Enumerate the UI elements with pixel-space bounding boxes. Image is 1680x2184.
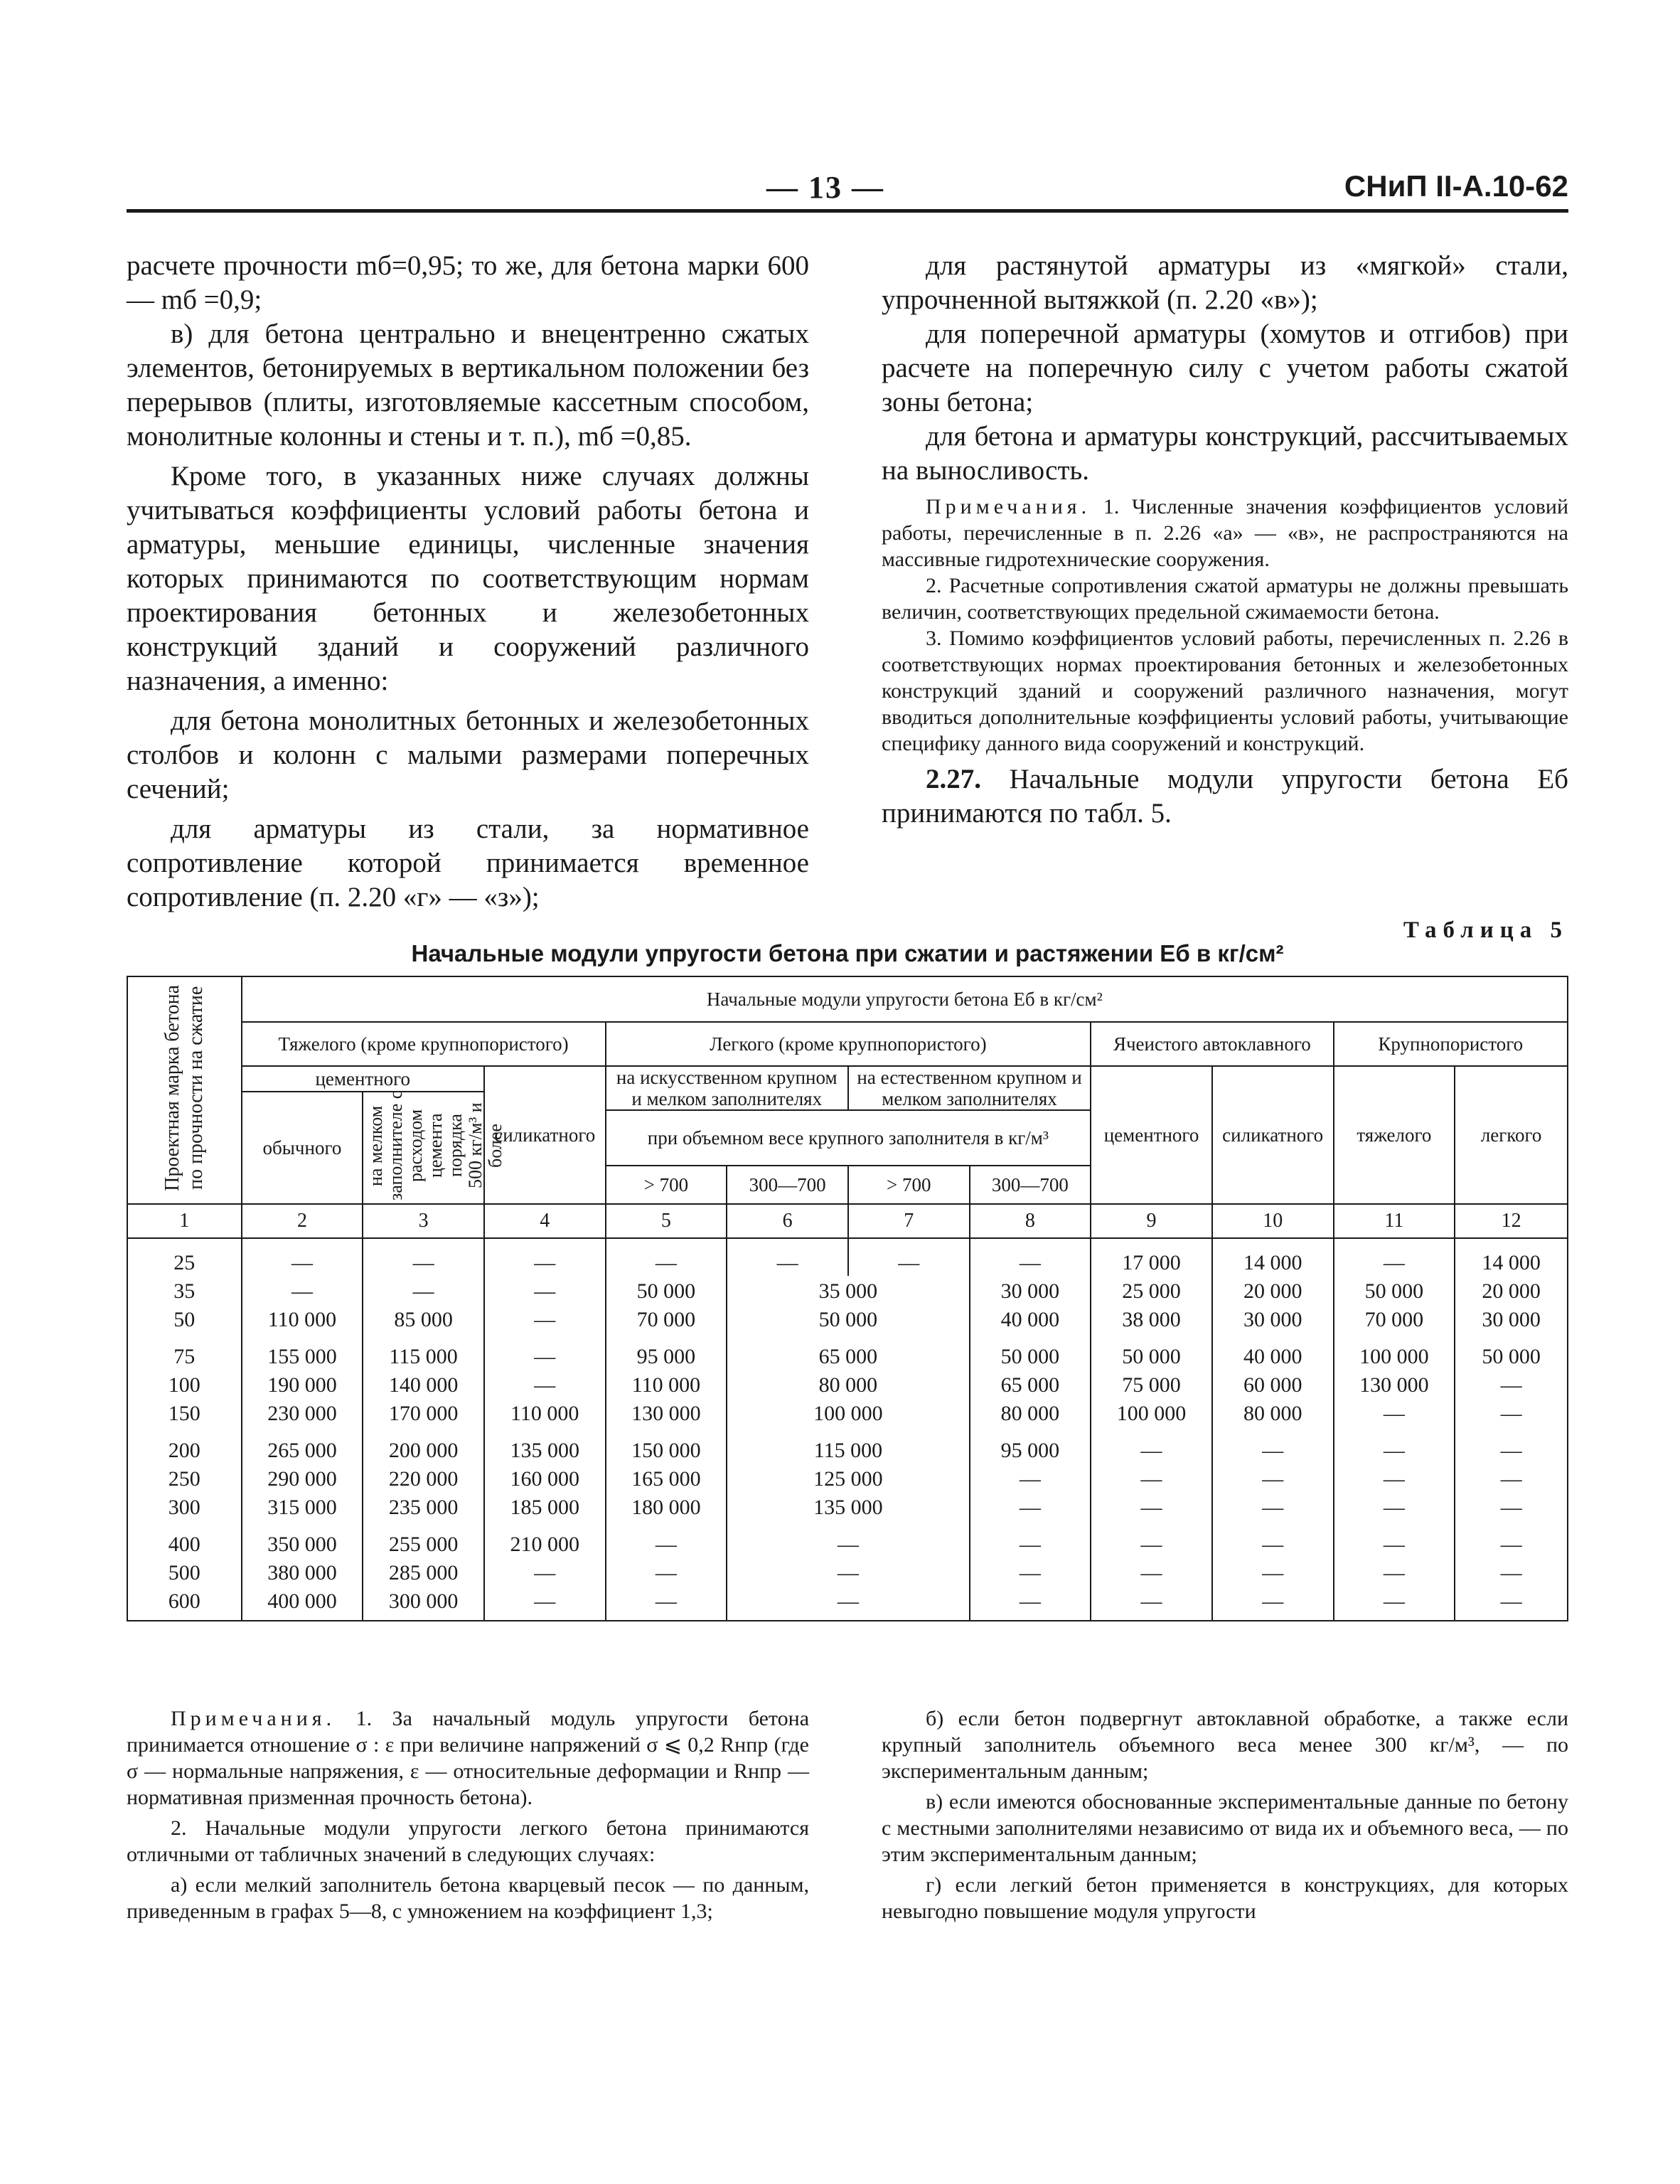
column-number: 1 (127, 1204, 242, 1238)
column-number: 9 (1091, 1204, 1212, 1238)
range-header: 300—700 (970, 1166, 1091, 1204)
table-cell: — (727, 1586, 969, 1621)
table-row (127, 1557, 1568, 1586)
table-cell: — (727, 1520, 969, 1557)
fine-aggregate-header: на мелком заполнителе с расходом цемента порядка 500 кг/м³ и более (363, 1092, 484, 1204)
table-row (127, 1276, 1568, 1304)
section-paragraph (882, 762, 1568, 831)
table-cell: 290 000 (242, 1464, 363, 1492)
paragraph: Кроме того, в указанных ниже случаях должны учитываться коэффициенты условий работы бетона и арматуры, меньшие единицы, численные значения которых принимаются по соответствующим нормам проектирования бетонных и железобетонных конструкций зданий и сооружений различного назначения, а именно: (127, 461, 809, 696)
main-header: Начальные модули упругости бетона Eб в кг/см² (242, 976, 1568, 1022)
table-cell: 130 000 (1334, 1370, 1455, 1398)
table-cell: — (242, 1238, 363, 1276)
table-cell: — (1212, 1520, 1334, 1557)
table-cell: — (242, 1276, 363, 1304)
table-row (127, 1304, 1568, 1333)
table-body (127, 1238, 1568, 1621)
table-label: Таблица 5 (1403, 917, 1568, 943)
table-cell: — (363, 1276, 484, 1304)
table-cell: 200 (127, 1427, 242, 1464)
table-row (127, 1586, 1568, 1621)
table-cell: 80 000 (970, 1398, 1091, 1427)
table-cell: — (606, 1586, 727, 1621)
table-cell: 115 000 (363, 1333, 484, 1370)
table-cell: 350 000 (242, 1520, 363, 1557)
table-cell: 135 000 (484, 1427, 606, 1464)
elastic-modulus-table (127, 976, 1568, 1621)
table-cell: 110 000 (242, 1304, 363, 1333)
table-cell: — (1091, 1492, 1212, 1520)
table-cell: 315 000 (242, 1492, 363, 1520)
table-cell: — (1334, 1586, 1455, 1621)
table-cell: 250 (127, 1464, 242, 1492)
column-number: 10 (1212, 1204, 1334, 1238)
volume-weight-header: при объемном весе крупного заполнителя в кг/м³ (606, 1110, 1091, 1166)
table-cell: — (970, 1586, 1091, 1621)
table-cell: 14 000 (1455, 1238, 1568, 1276)
table-cell: — (1455, 1557, 1568, 1586)
table-cell: 160 000 (484, 1464, 606, 1492)
table-cell: 190 000 (242, 1370, 363, 1398)
porous-light-header: легкого (1455, 1066, 1568, 1204)
paragraph: для бетона и арматуры конструкций, рассчитываемых на выносливость. (882, 421, 1568, 486)
table-cell: 25 000 (1091, 1276, 1212, 1304)
table-cell: 70 000 (606, 1304, 727, 1333)
notes-label: Примечания. (926, 495, 1091, 518)
table-cell: — (1455, 1492, 1568, 1520)
table-cell: 100 (127, 1370, 242, 1398)
table-row (127, 1370, 1568, 1398)
table-cell: — (1455, 1586, 1568, 1621)
table-cell: 150 (127, 1398, 242, 1427)
table-cell: — (1455, 1427, 1568, 1464)
table-cell: 30 000 (970, 1276, 1091, 1304)
table-cell: 80 000 (727, 1370, 969, 1398)
table-row (127, 1464, 1568, 1492)
table-cell: — (484, 1586, 606, 1621)
table-cell: 60 000 (1212, 1370, 1334, 1398)
table-cell: 50 000 (970, 1333, 1091, 1370)
table-cell: 50 (127, 1304, 242, 1333)
natural-header: на естественном крупном и мелком заполнителях (848, 1066, 1091, 1110)
paragraph: расчете прочности mб=0,95; то же, для бетона марки 600 — mб =0,9; (127, 250, 809, 315)
column-number: 12 (1455, 1204, 1568, 1238)
paragraph: в) для бетона центрально и внецентренно сжатых элементов, бетонируемых в вертикальном положении без перерывов (плиты, изготовляемые кассетным способом, монолитные колонны и стены и т. п.), mб =0,85. (127, 319, 809, 452)
table-cell: 17 000 (1091, 1238, 1212, 1276)
bottom-notes-right (882, 1705, 1568, 1929)
table-cell: 14 000 (1212, 1238, 1334, 1276)
table-cell: 100 000 (1334, 1333, 1455, 1370)
table-cell: 50 000 (606, 1276, 727, 1304)
cement-header: цементного (242, 1066, 484, 1092)
table-cell: 155 000 (242, 1333, 363, 1370)
table-cell: 38 000 (1091, 1304, 1212, 1333)
notes-label: Примечания. (171, 1707, 336, 1730)
column-number: 6 (727, 1204, 848, 1238)
table-cell: — (1334, 1238, 1455, 1276)
table-cell: — (606, 1557, 727, 1586)
table-cell: — (1334, 1427, 1455, 1464)
table-cell: 110 000 (606, 1370, 727, 1398)
artificial-header: на искусственном крупном и мелком заполнителях (606, 1066, 848, 1110)
column-number: 8 (970, 1204, 1091, 1238)
table-cell: 95 000 (606, 1333, 727, 1370)
table-cell: — (727, 1238, 848, 1276)
table-cell: 210 000 (484, 1520, 606, 1557)
table-cell: 35 (127, 1276, 242, 1304)
table-cell: 185 000 (484, 1492, 606, 1520)
table-cell: 600 (127, 1586, 242, 1621)
table-cell: — (970, 1557, 1091, 1586)
table-cell: — (484, 1304, 606, 1333)
note: а) если мелкий заполнитель бетона кварцевый песок — по данным, приведенным в графах 5—8, с умножением на коэффициент 1,3; (127, 1873, 809, 1923)
table-cell: — (1455, 1520, 1568, 1557)
table-cell: 130 000 (606, 1398, 727, 1427)
table-cell: — (1212, 1557, 1334, 1586)
table-cell: 75 000 (1091, 1370, 1212, 1398)
table-cell: 220 000 (363, 1464, 484, 1492)
table-cell: 70 000 (1334, 1304, 1455, 1333)
table-cell: — (1212, 1492, 1334, 1520)
column-number: 3 (363, 1204, 484, 1238)
column-number-row (127, 1204, 1568, 1238)
table-cell: 100 000 (727, 1398, 969, 1427)
table-cell: 400 (127, 1520, 242, 1557)
column-number: 2 (242, 1204, 363, 1238)
table-cell: — (484, 1557, 606, 1586)
table-cell: 50 000 (727, 1304, 969, 1333)
table-cell: — (1212, 1464, 1334, 1492)
table-row (127, 1398, 1568, 1427)
table-cell: — (1334, 1398, 1455, 1427)
paragraph: для растянутой арматуры из «мягкой» стали, упрочненной вытяжкой (п. 2.20 «в»); (882, 250, 1568, 315)
note: 2. Расчетные сопротивления сжатой арматуры не должны превышать величин, соответствующих предельной сжимаемости бетона. (882, 574, 1568, 624)
silicate-header: силикатного (484, 1066, 606, 1204)
range-header: > 700 (848, 1166, 970, 1204)
table-cell: 170 000 (363, 1398, 484, 1427)
table-cell: — (484, 1276, 606, 1304)
note: в) если имеются обоснованные экспериментальные данные по бетону с местными заполнителями независимо от вида их и объемного веса, — по этим экспериментальным данным; (882, 1790, 1568, 1866)
table-cell: 115 000 (727, 1427, 969, 1464)
table-cell: 30 000 (1212, 1304, 1334, 1333)
table-cell: 165 000 (606, 1464, 727, 1492)
column-number: 7 (848, 1204, 970, 1238)
table-cell: 65 000 (727, 1333, 969, 1370)
table-cell: — (970, 1464, 1091, 1492)
header-rule (127, 209, 1568, 213)
table-cell: 265 000 (242, 1427, 363, 1464)
table-cell: 500 (127, 1557, 242, 1586)
column-number: 5 (606, 1204, 727, 1238)
table-cell: 300 (127, 1492, 242, 1520)
table-cell: — (484, 1238, 606, 1276)
table-cell: — (1091, 1586, 1212, 1621)
porous-header: Крупнопористого (1334, 1022, 1568, 1066)
table-cell: — (727, 1557, 969, 1586)
table-cell: 380 000 (242, 1557, 363, 1586)
table-cell: — (1212, 1586, 1334, 1621)
table-title: Начальные модули упругости бетона при сжатии и растяжении Eб в кг/см² (411, 940, 1284, 966)
ordinary-header: обычного (242, 1092, 363, 1204)
table-container (127, 976, 1568, 1621)
table-cell: 30 000 (1455, 1304, 1568, 1333)
paragraph: для бетона монолитных бетонных и железобетонных столбов и колонн с малыми размерами поперечных сечений; (127, 705, 809, 804)
mark-header: Проектная марка бетона по прочности на сжатие (127, 976, 242, 1204)
note (127, 1705, 809, 1811)
table-cell: 20 000 (1455, 1276, 1568, 1304)
table-cell: — (363, 1238, 484, 1276)
cellular-header: Ячеистого автоклавного (1091, 1022, 1333, 1066)
range-header: > 700 (606, 1166, 727, 1204)
table-cell: 300 000 (363, 1586, 484, 1621)
table-cell: 135 000 (727, 1492, 969, 1520)
table-cell: 180 000 (606, 1492, 727, 1520)
table-cell: — (1455, 1464, 1568, 1492)
table-cell: — (1212, 1427, 1334, 1464)
table-cell: — (970, 1520, 1091, 1557)
bottom-notes-left (127, 1705, 809, 1929)
paragraph: для поперечной арматуры (хомутов и отгибов) при расчете на поперечную силу с учетом работы сжатой зоны бетона; (882, 319, 1568, 417)
table-row (127, 1333, 1568, 1370)
table-cell: 140 000 (363, 1370, 484, 1398)
table-cell: 50 000 (1455, 1333, 1568, 1370)
table-cell: 25 (127, 1238, 242, 1276)
table-cell: 255 000 (363, 1520, 484, 1557)
table-cell: 400 000 (242, 1586, 363, 1621)
table-cell: 65 000 (970, 1370, 1091, 1398)
table-cell: 235 000 (363, 1492, 484, 1520)
table-cell: 40 000 (970, 1304, 1091, 1333)
table-cell: — (1455, 1398, 1568, 1427)
page-number: — 13 — (766, 170, 884, 205)
table-cell: — (484, 1333, 606, 1370)
table-cell: 80 000 (1212, 1398, 1334, 1427)
table-cell: 200 000 (363, 1427, 484, 1464)
porous-heavy-header: тяжелого (1334, 1066, 1455, 1204)
table-cell: 50 000 (1091, 1333, 1212, 1370)
section-text: Начальные модули упругости бетона Eб принимаются по табл. 5. (882, 764, 1568, 829)
note-text: 1. За начальный модуль упругости бетона принимается отношение σ : ε при величине напряжений σ ⩽ 0,2 Rнпр (где σ — нормальные напряжения, ε — относительные деформации и Rнпр — нормативная призменная прочность бетона). (127, 1707, 810, 1809)
table-cell: — (606, 1520, 727, 1557)
table-row (127, 1238, 1568, 1276)
table-cell: — (1091, 1427, 1212, 1464)
table-cell: 40 000 (1212, 1333, 1334, 1370)
table-row (127, 1520, 1568, 1557)
document-code: СНиП II-А.10-62 (1344, 169, 1568, 203)
table-cell: 95 000 (970, 1427, 1091, 1464)
table-row (127, 1427, 1568, 1464)
table-cell: 50 000 (1334, 1276, 1455, 1304)
cellular-cement-header: цементного (1091, 1066, 1212, 1204)
table-cell: 100 000 (1091, 1398, 1212, 1427)
table-cell: 285 000 (363, 1557, 484, 1586)
right-column (882, 249, 1568, 831)
column-number: 4 (484, 1204, 606, 1238)
table-cell: — (1091, 1520, 1212, 1557)
table-cell: — (970, 1492, 1091, 1520)
table-cell: — (970, 1238, 1091, 1276)
note-text: 1. Численные значения коэффициентов условий работы, перечисленные в п. 2.26 «а» — «в», не распространяются на массивные гидротехнические сооружения. (882, 495, 1569, 571)
table-cell: 110 000 (484, 1398, 606, 1427)
table-row (127, 1492, 1568, 1520)
table-cell: — (484, 1370, 606, 1398)
note: б) если бетон подвергнут автоклавной обработке, а также если крупный заполнитель объемного веса менее 300 кг/м³, — по экспериментальным данным; (882, 1707, 1568, 1783)
heavy-header: Тяжелого (кроме крупнопористого) (242, 1022, 606, 1066)
page-header (127, 169, 1568, 209)
table-cell: 150 000 (606, 1427, 727, 1464)
note: 3. Помимо коэффициентов условий работы, перечисленных п. 2.26 в соответствующих нормах проектирования бетонных и железобетонных конструкций зданий и сооружений различного назначения, могут вводиться дополнительные коэффициенты условий работы, учитывающие специфику данного вида сооружений и конструкций. (882, 627, 1568, 755)
table-cell: 85 000 (363, 1304, 484, 1333)
table-cell: 75 (127, 1333, 242, 1370)
table-cell: 35 000 (727, 1276, 969, 1304)
light-header: Легкого (кроме крупнопористого) (606, 1022, 1091, 1066)
table-cell: — (1091, 1464, 1212, 1492)
column-number: 11 (1334, 1204, 1455, 1238)
section-number: 2.27. (926, 764, 981, 794)
table-cell: 125 000 (727, 1464, 969, 1492)
table-cell: — (1334, 1464, 1455, 1492)
table-cell: — (848, 1238, 970, 1276)
table-cell: — (1334, 1492, 1455, 1520)
table-cell: 20 000 (1212, 1276, 1334, 1304)
table-cell: — (1455, 1370, 1568, 1398)
note: г) если легкий бетон применяется в конструкциях, для которых невыгодно повышение модуля упругости (882, 1873, 1568, 1923)
table-cell: — (1334, 1520, 1455, 1557)
paragraph: для арматуры из стали, за нормативное сопротивление которой принимается временное сопротивление (п. 2.20 «г» — «з»); (127, 814, 809, 912)
note: 2. Начальные модули упругости легкого бетона принимаются отличными от табличных значений в следующих случаях: (127, 1816, 809, 1866)
table-cell: 230 000 (242, 1398, 363, 1427)
left-column (127, 249, 809, 915)
table-cell: — (1334, 1557, 1455, 1586)
table-cell: — (606, 1238, 727, 1276)
note (882, 494, 1568, 572)
range-header: 300—700 (727, 1166, 848, 1204)
table-cell: — (1091, 1557, 1212, 1586)
cellular-silicate-header: силикатного (1212, 1066, 1334, 1204)
